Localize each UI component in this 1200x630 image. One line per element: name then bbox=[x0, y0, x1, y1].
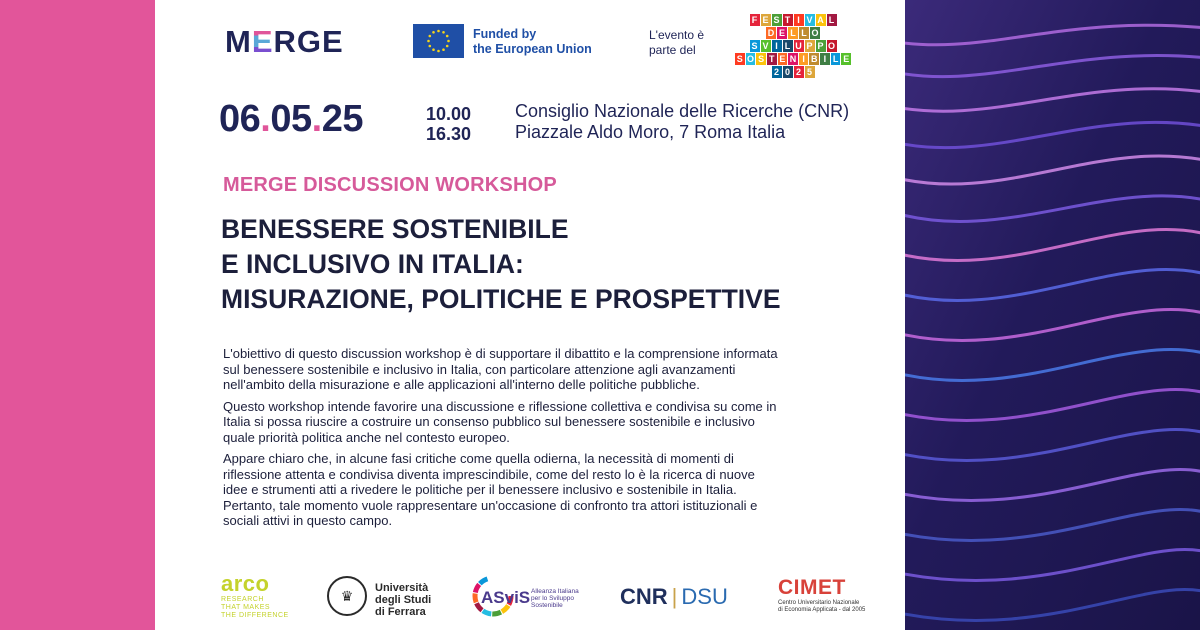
merge-logo-rge: RGE bbox=[273, 24, 344, 59]
festival-letter-tile: U bbox=[795, 41, 802, 51]
time-start: 10.00 bbox=[426, 104, 472, 124]
arco-logo bbox=[221, 572, 289, 620]
venue-line-2: Piazzale Aldo Moro, 7 Roma Italia bbox=[515, 122, 786, 142]
festival-letter-tile: 2 bbox=[772, 66, 782, 78]
festival-letter-tile: P bbox=[806, 41, 813, 51]
festival-row-5 bbox=[735, 66, 851, 78]
festival-row-3 bbox=[735, 40, 851, 52]
festival-letter-tile: S bbox=[758, 54, 765, 64]
eu-line-1: Funded by bbox=[473, 27, 537, 41]
festival-sviluppo-sostenibile-logo bbox=[735, 14, 851, 79]
festival-letter-tile: E bbox=[779, 54, 786, 64]
evento-line-2: parte del bbox=[649, 43, 696, 57]
festival-letter-tile: L bbox=[783, 40, 793, 52]
festival-letter-tile: L bbox=[831, 53, 841, 65]
cimet-sub-2: di Economia Applicata - dal 2005 bbox=[778, 607, 866, 613]
unife-line-1: Università bbox=[375, 582, 429, 594]
festival-letter-tile: L bbox=[788, 27, 798, 39]
festival-row-1 bbox=[735, 14, 851, 26]
festival-letter-tile: L bbox=[827, 14, 837, 26]
paragraph-2: Questo workshop intende favorire una discussione e riflessione collettiva e condivisa su come in Italia si possa riuscire a costruire un consenso pubblico sul benessere sostenibile e inclusivo quale priorità politica anche nel contesto europeo. bbox=[223, 398, 777, 445]
title-line-2: E INCLUSIVO IN ITALIA: bbox=[221, 249, 524, 279]
unife-seal-icon: ♛ bbox=[327, 576, 367, 616]
cimet-logo bbox=[778, 576, 865, 614]
paragraph-3: Appare chiaro che, in alcune fasi critiche come quella odierna, la necessità di momenti di riflessione attenta e condivisa diventa imprescindibile, come del resto lo è la ricerca di nuove idee e strumenti atti a rivedere le politiche per il benessere inclusivo e sostenibile in Italia. Pertanto, tale momento vuole rappresentare un'occasione di confronto tra attori istituzionali e sociali attivi in questo campo. bbox=[223, 451, 758, 528]
unife-line-3: di Ferrara bbox=[375, 606, 426, 618]
unife-name bbox=[375, 582, 431, 618]
arco-tagline-2: THAT MAKES bbox=[221, 604, 271, 611]
description-text bbox=[223, 346, 783, 535]
cimet-sub-1: Centro Universitario Nazionale bbox=[778, 600, 860, 606]
festival-letter-tile: E bbox=[762, 15, 769, 25]
festival-letter-tile: I bbox=[772, 40, 782, 52]
festival-letter-tile: A bbox=[817, 15, 824, 25]
evento-line-1: L'evento è bbox=[649, 28, 705, 42]
time-end: 16.30 bbox=[426, 124, 472, 144]
workshop-label: MERGE DISCUSSION WORKSHOP bbox=[223, 174, 557, 196]
festival-letter-tile: L bbox=[799, 27, 809, 39]
partner-logos-row bbox=[155, 572, 905, 630]
festival-letter-tile: P bbox=[817, 41, 824, 51]
merge-logo-e: E bbox=[251, 24, 274, 59]
main-content-panel bbox=[155, 0, 905, 630]
asvis-sub-2: per lo Sviluppo bbox=[531, 595, 574, 602]
cnr-dsu-logo bbox=[620, 584, 728, 610]
eu-flag-icon bbox=[413, 24, 464, 58]
arco-wordmark: arco bbox=[221, 571, 270, 596]
unife-line-2: degli Studi bbox=[375, 594, 432, 606]
festival-letter-tile: I bbox=[794, 14, 804, 26]
evento-note bbox=[649, 28, 704, 58]
festival-letter-tile: O bbox=[811, 28, 819, 38]
festival-letter-tile: 2 bbox=[794, 66, 804, 78]
eu-funding-text bbox=[473, 27, 592, 57]
festival-letter-tile: E bbox=[778, 28, 785, 38]
eu-line-2: the European Union bbox=[473, 42, 592, 56]
asvis-sub-1: Alleanza Italiana bbox=[531, 588, 579, 595]
cnr-separator: | bbox=[671, 584, 678, 609]
festival-letter-tile: F bbox=[750, 14, 760, 26]
festival-letter-tile: T bbox=[767, 53, 777, 65]
festival-letter-tile: N bbox=[789, 54, 797, 64]
festival-letter-tile: 0 bbox=[783, 66, 793, 78]
left-decorative-band bbox=[0, 0, 155, 630]
event-date bbox=[219, 98, 363, 141]
title-line-1: BENESSERE SOSTENIBILE bbox=[221, 214, 569, 244]
dsu-wordmark: DSU bbox=[681, 584, 728, 609]
arco-tagline-3: THE DIFFERENCE bbox=[221, 612, 289, 619]
festival-letter-tile: V bbox=[806, 15, 813, 25]
merge-logo-m: M bbox=[225, 24, 252, 59]
festival-letter-tile: B bbox=[811, 54, 818, 64]
festival-letter-tile: O bbox=[827, 41, 835, 51]
venue-line-1: Consiglio Nazionale delle Ricerche (CNR) bbox=[515, 101, 850, 121]
arco-tagline-1: RESEARCH bbox=[221, 596, 264, 603]
date-day: 06 bbox=[219, 98, 261, 140]
asvis-subtitle bbox=[531, 588, 579, 609]
festival-letter-tile: I bbox=[799, 53, 809, 65]
main-title bbox=[221, 212, 781, 317]
festival-letter-tile: D bbox=[767, 28, 775, 38]
festival-letter-tile: E bbox=[843, 54, 850, 64]
date-month: 05 bbox=[270, 98, 312, 140]
title-line-3: MISURAZIONE, POLITICHE E PROSPETTIVE bbox=[221, 284, 781, 314]
festival-letter-tile: S bbox=[751, 41, 758, 51]
cimet-wordmark: CIMET bbox=[778, 576, 846, 599]
asvis-wordmark: ASviS bbox=[481, 588, 531, 607]
event-times bbox=[426, 104, 471, 144]
cnr-wordmark: CNR bbox=[620, 584, 668, 609]
date-separator-2: . bbox=[311, 98, 322, 140]
right-wave-artwork bbox=[905, 0, 1200, 630]
merge-logo bbox=[225, 24, 344, 60]
date-separator-1: . bbox=[260, 98, 271, 140]
festival-letter-tile: V bbox=[762, 41, 769, 51]
festival-letter-tile: S bbox=[773, 15, 780, 25]
paragraph-1: L'obiettivo di questo discussion workshop è di supportare il dibattito e la comprensione informata sul benessere sostenibile e inclusivo in Italia, con particolare attenzione agli avanzamenti nell'ambito della misurazione e alle applicazioni all'interno delle politiche pubbliche. bbox=[223, 346, 778, 392]
asvis-sub-3: Sostenibile bbox=[531, 602, 563, 609]
festival-letter-tile: T bbox=[783, 14, 793, 26]
festival-row-2 bbox=[735, 27, 851, 39]
festival-letter-tile: I bbox=[820, 53, 830, 65]
festival-letter-tile: S bbox=[736, 54, 743, 64]
festival-letter-tile: O bbox=[746, 54, 754, 64]
event-venue bbox=[515, 101, 849, 143]
festival-letter-tile: 5 bbox=[805, 66, 815, 78]
date-year: 25 bbox=[321, 98, 363, 140]
festival-row-4 bbox=[735, 53, 851, 65]
